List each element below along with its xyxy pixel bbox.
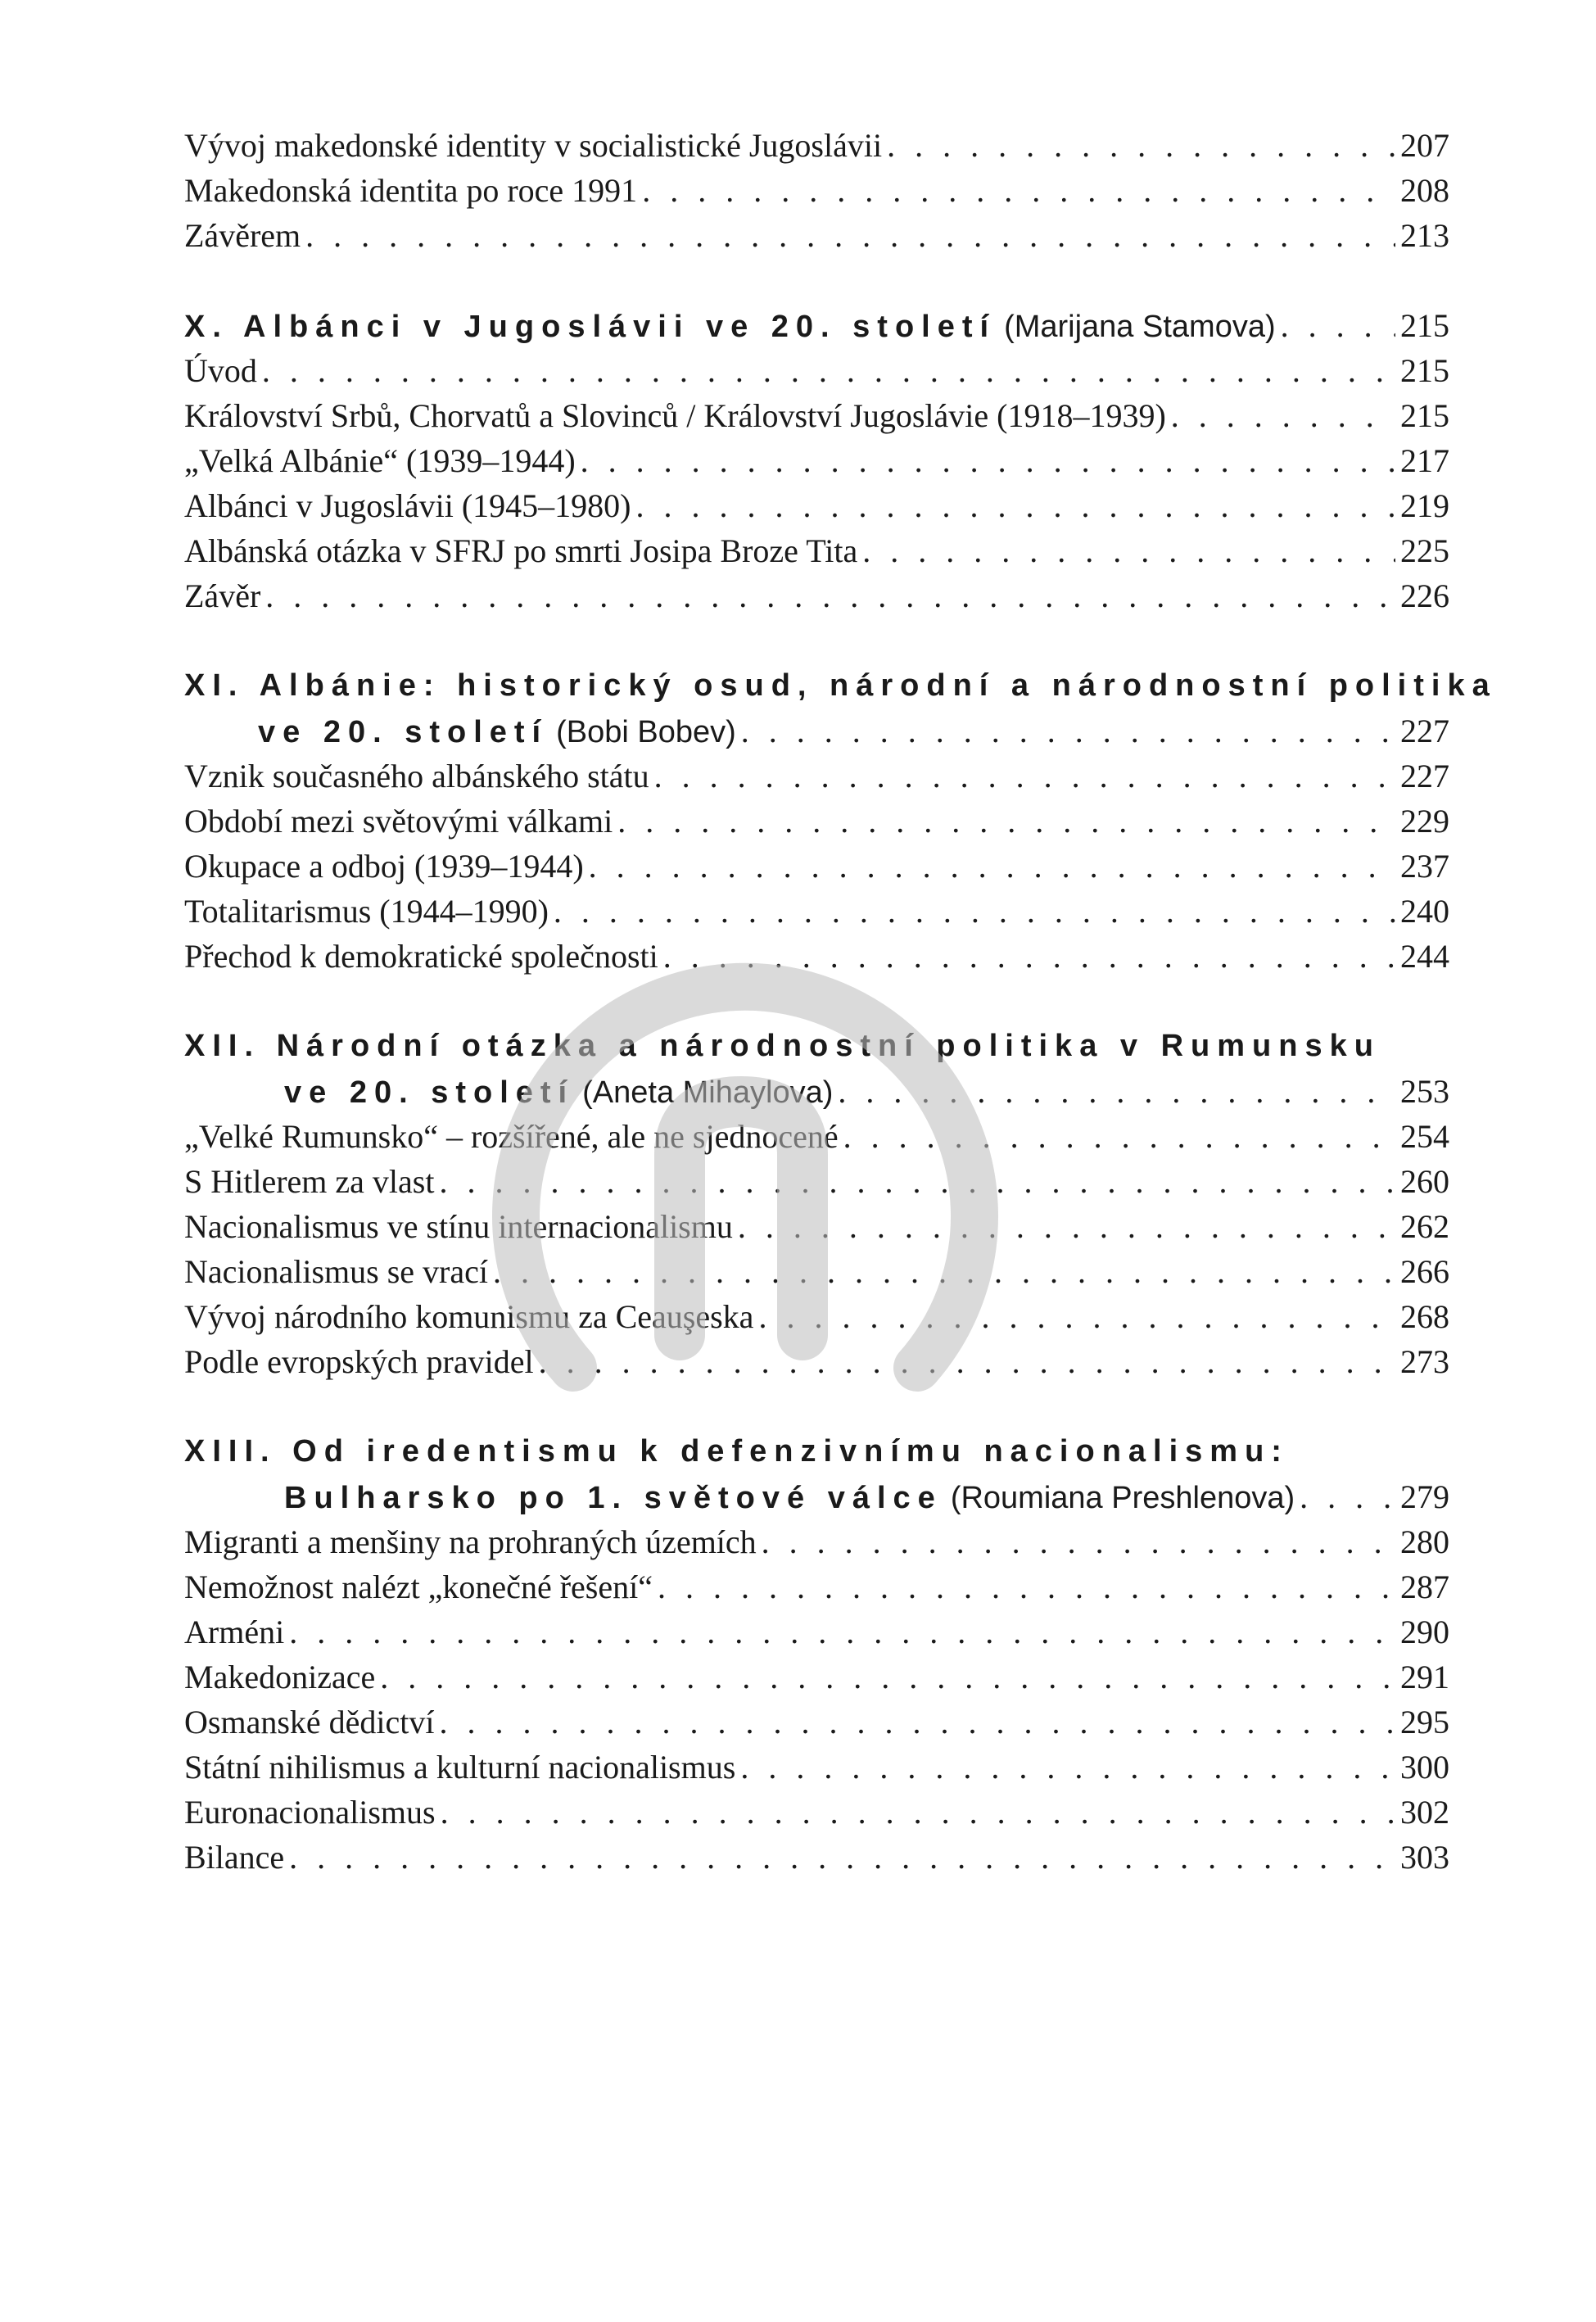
- toc-entry[interactable]: [184, 1339, 1449, 1384]
- chapter-title-line[interactable]: XII. Národní otázka a národnostní politika v Rumunsku: [184, 1029, 1381, 1063]
- entry-page-number: 266: [1400, 1253, 1449, 1290]
- chapter-author: (Marijana Stamova): [1004, 310, 1276, 344]
- entry-page-number: 227: [1400, 713, 1449, 749]
- entry-page-number: 260: [1400, 1163, 1449, 1200]
- toc-entry[interactable]: [184, 754, 1449, 799]
- entry-page-number: 227: [1400, 758, 1449, 794]
- toc-entry[interactable]: [184, 393, 1449, 438]
- dot-leader: [642, 168, 1395, 213]
- dot-leader: [654, 754, 1395, 799]
- entry-page-number: 244: [1400, 938, 1449, 975]
- entry-page-number: 207: [1400, 127, 1449, 164]
- entry-title: Období mezi světovými válkami: [184, 803, 613, 840]
- chapter-xii-section: [184, 1024, 1449, 1384]
- entry-title: S Hitlerem za vlast: [184, 1163, 435, 1200]
- dot-leader: [441, 1790, 1395, 1835]
- entry-page-number: 291: [1400, 1659, 1449, 1695]
- toc-entry[interactable]: [184, 1609, 1449, 1654]
- entry-page-number: 215: [1400, 397, 1449, 434]
- entry-page-number: 213: [1400, 217, 1449, 254]
- toc-entry[interactable]: [184, 1204, 1449, 1249]
- toc-entry[interactable]: [184, 1790, 1449, 1835]
- entry-page-number: 303: [1400, 1839, 1449, 1876]
- chapter-x-section: [184, 303, 1449, 618]
- toc-top-group: [184, 123, 1449, 258]
- entry-title: Migranti a menšiny na prohraných územích: [184, 1523, 757, 1560]
- entry-title: Vývoj národního komunismu za Ceauşeska: [184, 1298, 754, 1335]
- entry-page-number: 302: [1400, 1794, 1449, 1831]
- entry-page-number: 219: [1400, 487, 1449, 524]
- entry-title: Vývoj makedonské identity v socialistické Jugoslávii: [184, 127, 883, 164]
- entry-title: Úvod: [184, 352, 257, 389]
- dot-leader: [1171, 393, 1395, 438]
- entry-page-number: 215: [1400, 307, 1449, 344]
- chapter-heading-xiii[interactable]: [184, 1474, 1449, 1519]
- dot-leader: [663, 934, 1395, 979]
- dot-leader: [838, 1069, 1395, 1114]
- entry-title: Přechod k demokratické společnosti: [184, 938, 658, 975]
- dot-leader: [305, 213, 1395, 258]
- entry-page-number: 215: [1400, 352, 1449, 389]
- dot-leader: [554, 889, 1395, 934]
- entry-title: Nemožnost nalézt „konečné řešení“: [184, 1568, 653, 1605]
- entry-page-number: 225: [1400, 532, 1449, 569]
- chapter-author: (Bobi Bobev): [556, 715, 736, 749]
- toc-entry[interactable]: [184, 528, 1449, 573]
- chapter-title-line[interactable]: XIII. Od iredentismu k defenzivnímu nacionalismu:: [184, 1434, 1289, 1469]
- toc-entry[interactable]: [184, 1294, 1449, 1339]
- chapter-title: ve 20. století: [258, 715, 549, 749]
- toc-entry[interactable]: [184, 348, 1449, 393]
- chapter-title: ve 20. století: [284, 1075, 575, 1110]
- entry-page-number: 217: [1400, 442, 1449, 479]
- chapter-heading-xii[interactable]: [184, 1069, 1449, 1114]
- chapter-title: Bulharsko po 1. světové válce: [284, 1481, 943, 1515]
- entry-title: Bilance: [184, 1839, 285, 1876]
- dot-leader: [289, 1609, 1395, 1654]
- chapter-heading-xi[interactable]: [184, 708, 1449, 754]
- dot-leader: [539, 1339, 1395, 1384]
- entry-title: „Velké Rumunsko“ – rozšířené, ale ne sjednocené: [184, 1118, 839, 1155]
- dot-leader: [738, 1204, 1395, 1249]
- entry-title: Království Srbů, Chorvatů a Slovinců / Království Jugoslávie (1918–1939): [184, 397, 1166, 434]
- entry-page-number: 237: [1400, 848, 1449, 885]
- dot-leader: [380, 1654, 1395, 1700]
- toc-entry[interactable]: [184, 1114, 1449, 1159]
- chapter-title: X. Albánci v Jugoslávii ve 20. století: [184, 310, 997, 344]
- entry-title: Nacionalismus ve stínu internacionalismu: [184, 1208, 733, 1245]
- entry-page-number: 273: [1400, 1343, 1449, 1380]
- entry-title: Makedonizace: [184, 1659, 376, 1695]
- entry-page-number: 279: [1400, 1478, 1449, 1515]
- entry-title: Albánská otázka v SFRJ po smrti Josipa Broze Tita: [184, 532, 858, 569]
- entry-page-number: 287: [1400, 1568, 1449, 1605]
- toc-entry[interactable]: [184, 213, 1449, 258]
- entry-page-number: 254: [1400, 1118, 1449, 1155]
- toc-entry[interactable]: [184, 1564, 1449, 1609]
- dot-leader: [741, 708, 1395, 754]
- dot-leader: [843, 1114, 1395, 1159]
- entry-title: Závěrem: [184, 217, 301, 254]
- entry-page-number: 300: [1400, 1749, 1449, 1786]
- dot-leader: [740, 1745, 1395, 1790]
- entry-page-number: 226: [1400, 577, 1449, 614]
- dot-leader: [1281, 303, 1395, 348]
- entry-title: Totalitarismus (1944–1990): [184, 893, 549, 930]
- dot-leader: [289, 1835, 1395, 1880]
- toc-entry[interactable]: [184, 573, 1449, 618]
- entry-page-number: 290: [1400, 1614, 1449, 1650]
- entry-title: Albánci v Jugoslávii (1945–1980): [184, 487, 631, 524]
- entry-page-number: 280: [1400, 1523, 1449, 1560]
- entry-title: „Velká Albánie“ (1939–1944): [184, 442, 576, 479]
- toc-entry[interactable]: [184, 1700, 1449, 1745]
- dot-leader: [262, 348, 1395, 393]
- chapter-heading-x[interactable]: [184, 303, 1449, 348]
- entry-title: Nacionalismus se vrací: [184, 1253, 488, 1290]
- dot-leader: [617, 799, 1395, 844]
- toc-entry[interactable]: [184, 1835, 1449, 1880]
- entry-page-number: 240: [1400, 893, 1449, 930]
- dot-leader: [439, 1159, 1395, 1204]
- dot-leader: [758, 1294, 1395, 1339]
- toc-entry[interactable]: [184, 1249, 1449, 1294]
- dot-leader: [1300, 1474, 1395, 1519]
- toc-entry[interactable]: [184, 438, 1449, 483]
- toc-entry[interactable]: [184, 1519, 1449, 1564]
- entry-title: Vznik současného albánského státu: [184, 758, 649, 794]
- entry-title: Makedonská identita po roce 1991: [184, 172, 638, 209]
- chapter-author: (Aneta Mihaylova): [582, 1075, 834, 1110]
- dot-leader: [658, 1564, 1395, 1609]
- dot-leader: [581, 438, 1395, 483]
- dot-leader: [265, 573, 1395, 618]
- entry-title: Podle evropských pravidel: [184, 1343, 534, 1380]
- toc-entry[interactable]: [184, 799, 1449, 844]
- entry-page-number: 253: [1400, 1073, 1449, 1110]
- entry-title: Osmanské dědictví: [184, 1704, 435, 1740]
- chapter-xiii-section: [184, 1429, 1449, 1880]
- dot-leader: [636, 483, 1396, 528]
- entry-page-number: 262: [1400, 1208, 1449, 1245]
- toc-entry[interactable]: [184, 1159, 1449, 1204]
- entry-title: Euronacionalismus: [184, 1794, 436, 1831]
- toc-entry[interactable]: [184, 123, 1449, 168]
- chapter-title-line[interactable]: XI. Albánie: historický osud, národní a národnostní politika: [184, 668, 1497, 703]
- toc-entry[interactable]: [184, 1745, 1449, 1790]
- entry-page-number: 229: [1400, 803, 1449, 840]
- toc-entry[interactable]: [184, 889, 1449, 934]
- toc-entry[interactable]: [184, 934, 1449, 979]
- dot-leader: [862, 528, 1395, 573]
- dot-leader: [440, 1700, 1396, 1745]
- entry-title: Státní nihilismus a kulturní nacionalismus: [184, 1749, 736, 1786]
- dot-leader: [762, 1519, 1395, 1564]
- toc-entry[interactable]: [184, 168, 1449, 213]
- entry-title: Arméni: [184, 1614, 285, 1650]
- entry-title: Okupace a odboj (1939–1944): [184, 848, 584, 885]
- entry-title: Závěr: [184, 577, 261, 614]
- table-of-contents: [184, 123, 1497, 1880]
- entry-page-number: 268: [1400, 1298, 1449, 1335]
- dot-leader: [887, 123, 1395, 168]
- toc-entry[interactable]: [184, 483, 1449, 528]
- entry-page-number: 295: [1400, 1704, 1449, 1740]
- chapter-author: (Roumiana Preshlenova): [950, 1481, 1295, 1515]
- chapter-xi-section: [184, 663, 1497, 979]
- dot-leader: [589, 844, 1395, 889]
- toc-entry[interactable]: [184, 1654, 1449, 1700]
- entry-page-number: 208: [1400, 172, 1449, 209]
- toc-entry[interactable]: [184, 844, 1449, 889]
- dot-leader: [493, 1249, 1395, 1294]
